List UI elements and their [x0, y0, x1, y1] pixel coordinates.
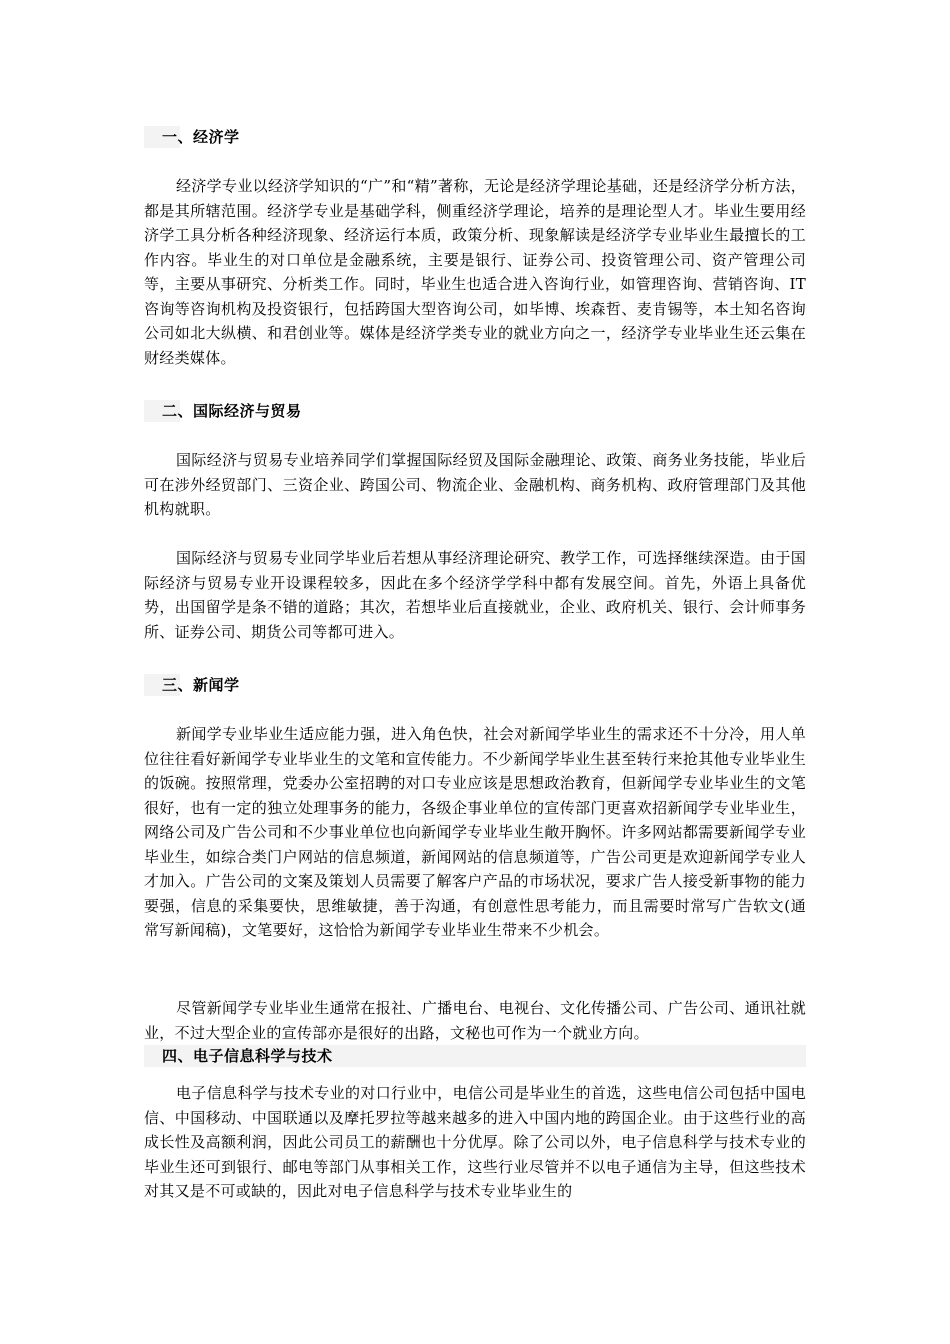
paragraph-international-trade-2: 国际经济与贸易专业同学毕业后若想从事经济理论研究、教学工作，可选择继续深造。由于国际经济与贸易专业开设课程较多，因此在多个经济学学科中都有发展空间。首先，外语上具备优势，出国留学是条不错的道路；其次，若想毕业后直接就业，企业、政府机关、银行、会计师事务所、证券公司、期货公司等都可进入。 [144, 549, 806, 641]
section-heading-international-trade: 二、国际经济与贸易 [144, 400, 806, 422]
paragraph-journalism-2: 尽管新闻学专业毕业生通常在报社、广播电台、电视台、文化传播公司、广告公司、通讯社就业，不过大型企业的宣传部亦是很好的出路，文秘也可作为一个就业方向。 [144, 999, 806, 1042]
paragraph-economics-1: 经济学专业以经济学知识的“广”和“精”著称，无论是经济学理论基础，还是经济学分析方法，都是其所辖范围。经济学专业是基础学科，侧重经济学理论，培养的是理论型人才。毕业生要用经济学工具分析各种经济现象、经济运行本质，政策分析、现象解读是经济学专业毕业生最擅长的工作内容。毕业生的对口单位是金融系统，主要是银行、证券公司、投资管理公司、资产管理公司等，主要从事研究、分析类工作。同时，毕业生也适合进入咨询行业，如管理咨询、营销咨询、IT咨询等咨询机构及投资银行，包括跨国大型咨询公司，如毕博、埃森哲、麦肯锡等，本土知名咨询公司如北大纵横、和君创业等。媒体是经济学类专业的就业方向之一，经济学专业毕业生还云集在财经类媒体。 [144, 177, 806, 367]
section-heading-economics: 一、经济学 [144, 126, 806, 148]
paragraph-international-trade-1: 国际经济与贸易专业培养同学们掌握国际经贸及国际金融理论、政策、商务业务技能，毕业后可在涉外经贸部门、三资企业、跨国公司、物流企业、金融机构、商务机构、政府管理部门及其他机构就职。 [144, 451, 806, 518]
section-heading-electronics: 四、电子信息科学与技术 [144, 1045, 806, 1067]
section-heading-journalism: 三、新闻学 [144, 674, 806, 696]
paragraph-journalism-1: 新闻学专业毕业生适应能力强，进入角色快，社会对新闻学毕业生的需求还不十分冷，用人单位往往看好新闻学专业毕业生的文笔和宣传能力。不少新闻学毕业生甚至转行来抢其他专业毕业生的饭碗。按照常理，党委办公室招聘的对口专业应该是思想政治教育，但新闻学专业毕业生的文笔很好，也有一定的独立处理事务的能力，各级企事业单位的宣传部门更喜欢招新闻学专业毕业生，网络公司及广告公司和不少事业单位也向新闻学专业毕业生敞开胸怀。许多网站都需要新闻学专业毕业生，如综合类门户网站的信息频道，新闻网站的信息频道等，广告公司更是欢迎新闻学专业人才加入。广告公司的文案及策划人员需要了解客户产品的市场状况，要求广告人接受新事物的能力要强，信息的采集要快，思维敏捷，善于沟通，有创意性思考能力，而且需要时常写广告软文(通常写新闻稿)，文笔要好，这恰恰为新闻学专业毕业生带来不少机会。 [144, 725, 806, 939]
paragraph-electronics-1: 电子信息科学与技术专业的对口行业中，电信公司是毕业生的首选，这些电信公司包括中国电信、中国移动、中国联通以及摩托罗拉等越来越多的进入中国内地的跨国企业。由于这些行业的高成长性及高额利润，因此公司员工的薪酬也十分优厚。除了公司以外，电子信息科学与技术专业的毕业生还可到银行、邮电等部门从事相关工作，这些行业尽管并不以电子通信为主导，但这些技术对其又是不可或缺的，因此对电子信息科学与技术专业毕业生的 [144, 1084, 806, 1200]
